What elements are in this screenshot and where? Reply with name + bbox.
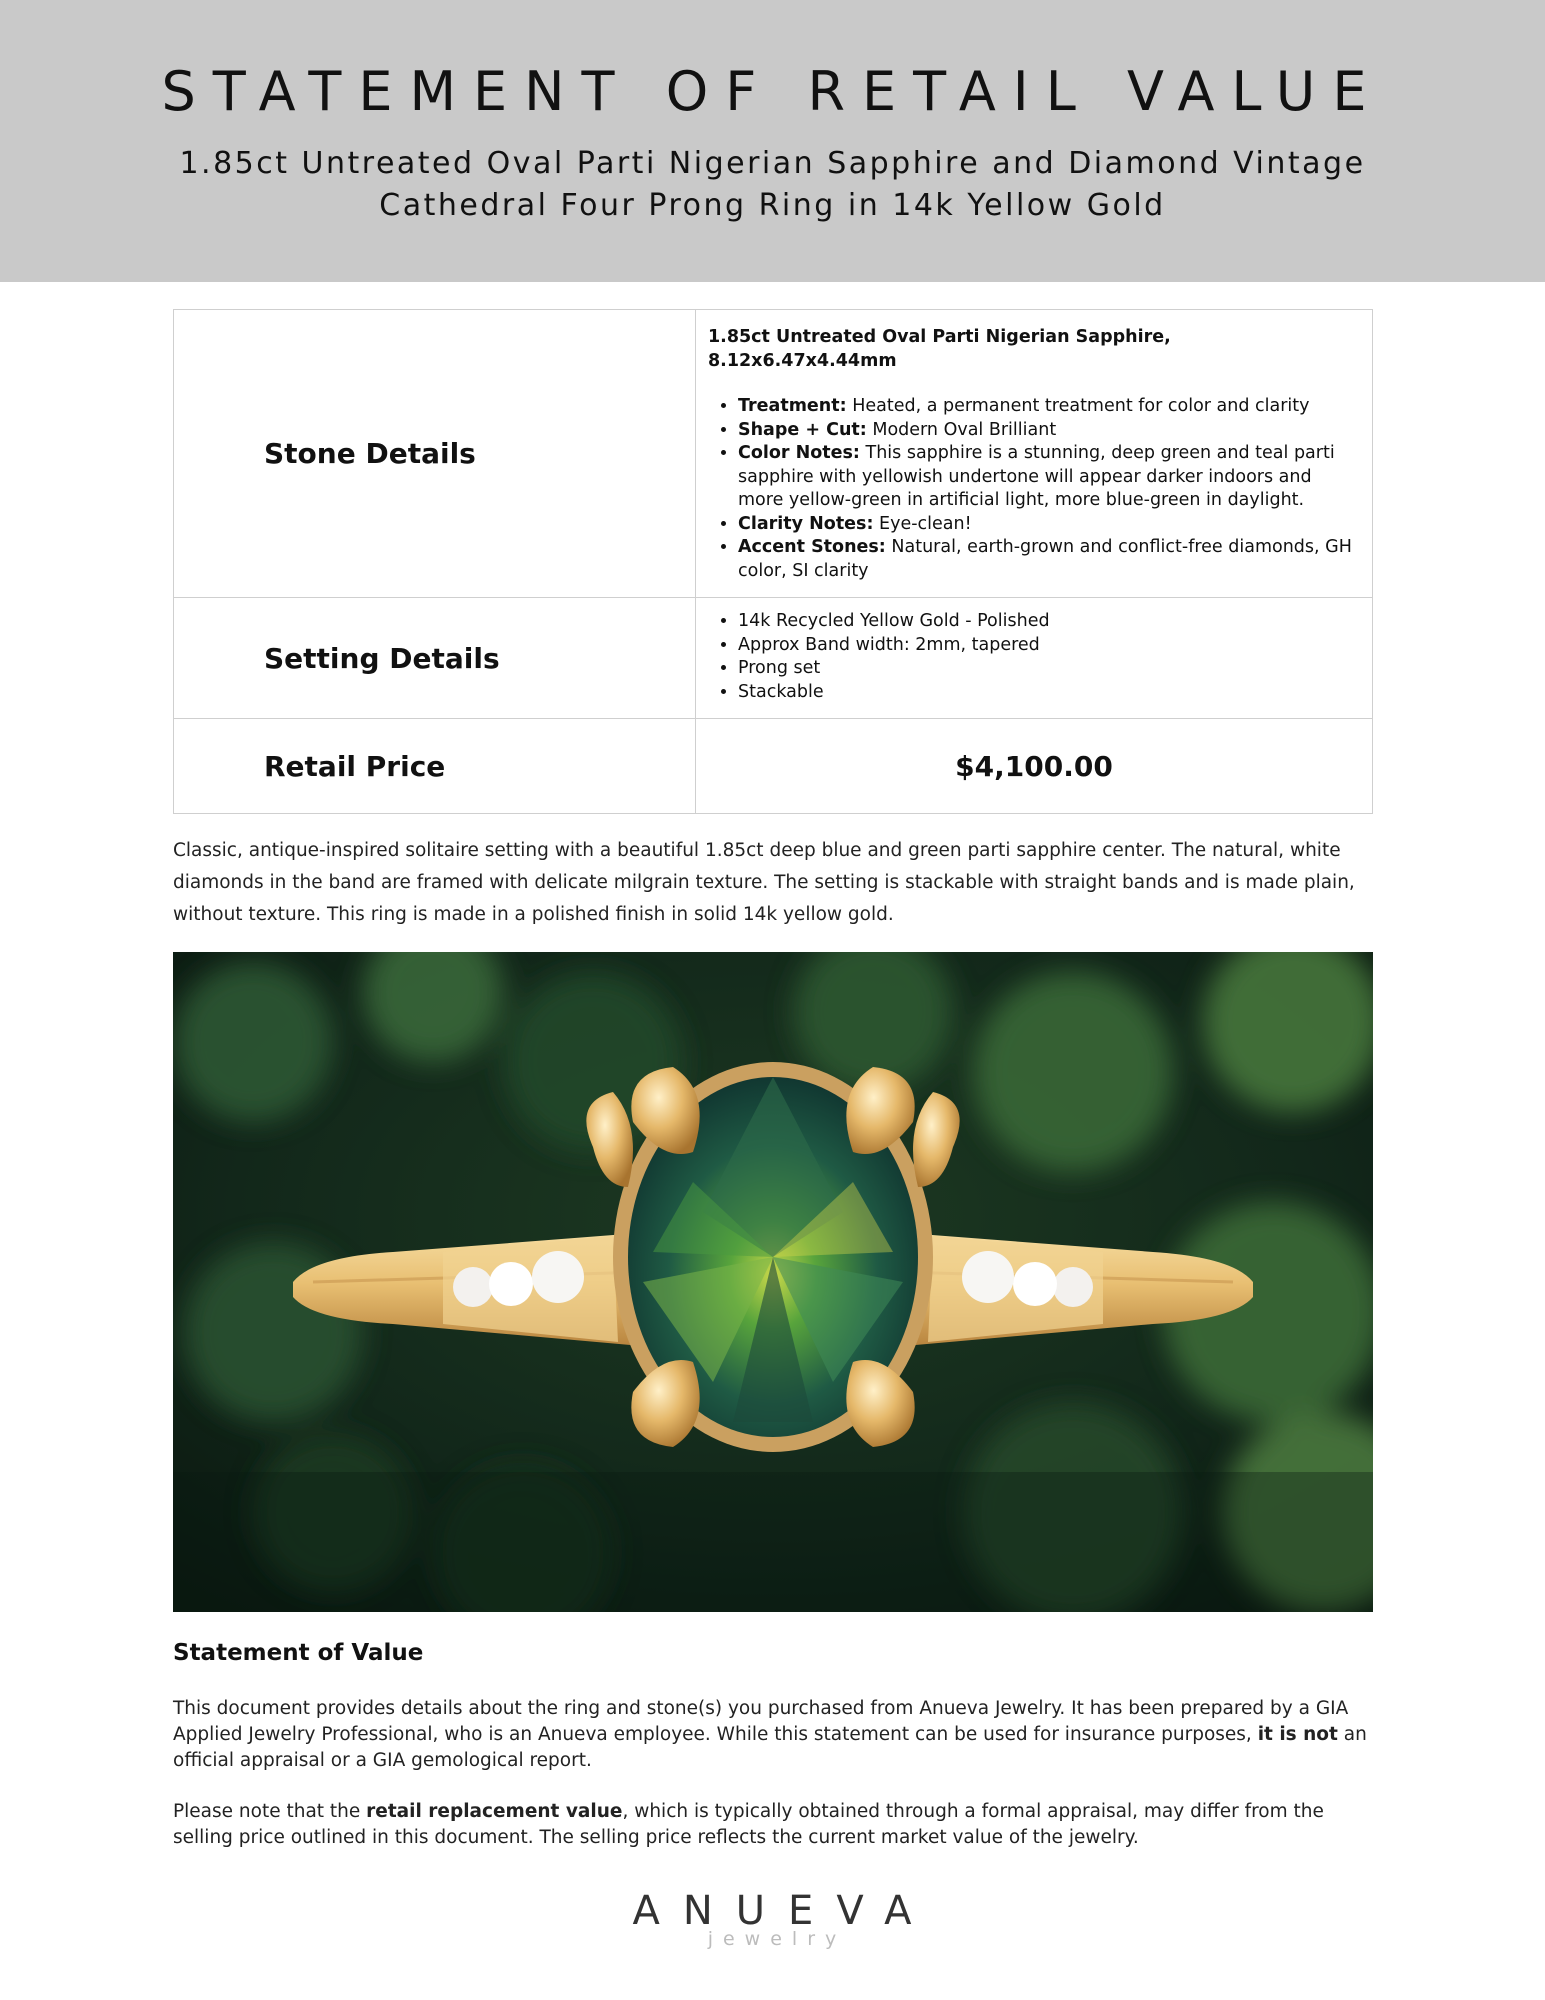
bullet-key: Treatment: (738, 396, 847, 416)
page-title: STATEMENT OF RETAIL VALUE (161, 60, 1384, 123)
list-item: • Prong set (738, 657, 1360, 681)
list-item: • 14k Recycled Yellow Gold - Polished (738, 610, 1360, 634)
statement-paragraph-1 (173, 1696, 1378, 1774)
retail-price-label: Retail Price (174, 719, 696, 814)
statement-text: an official appraisal or a GIA gemological report. (173, 1724, 1367, 1771)
setting-bullet-list (708, 610, 1360, 704)
page-subtitle: 1.85ct Untreated Oval Parti Nigerian Sapphire and Diamond Vintage Cathedral Four Prong Ring in 14k Yellow Gold (179, 146, 1366, 223)
list-item (738, 419, 1360, 443)
bullet-value: Eye-clean! (879, 513, 972, 534)
bullet-key: Shape + Cut: (738, 419, 867, 440)
ring-illustration (173, 952, 1373, 1612)
bullet-value: Natural, earth-grown and conflict-free diamonds, GH color, SI clarity (738, 537, 1352, 581)
list-item (738, 442, 1360, 513)
bullet-key: Accent Stones: (738, 537, 886, 557)
bullet-value: Modern Oval Brilliant (872, 419, 1057, 440)
bullet-key: Clarity Notes: (738, 513, 874, 534)
retail-price-value: $4,100.00 (696, 719, 1373, 814)
list-item (738, 513, 1360, 537)
setting-details-content (696, 598, 1373, 719)
logo-wordmark: ANUEVA (632, 1888, 935, 1934)
setting-details-label: Setting Details (174, 598, 696, 719)
logo-subtext: jewelry (707, 1928, 847, 1950)
anueva-logo (572, 1888, 972, 1950)
bullet-value: This sapphire is a stunning, deep green and teal parti sapphire with yellowish undertone will appear darker indoors and more yellow-green in artificial light, more blue-green in daylight. (738, 443, 1335, 510)
details-table (173, 309, 1373, 814)
statement-text: , which is typically obtained through a formal appraisal, may differ from the selling price outlined in this document. The selling price reflects the current market value of the jewelry. (173, 1801, 1324, 1848)
ring-photo (173, 952, 1373, 1612)
list-item (738, 395, 1360, 419)
list-item (738, 536, 1360, 583)
stone-bullet-list (708, 395, 1360, 583)
bullet-key: Color Notes: (738, 443, 860, 463)
stone-details-row (174, 310, 1373, 598)
setting-details-row (174, 598, 1373, 719)
statement-emphasis: retail replacement value (366, 1801, 623, 1822)
bullet-value: Heated, a permanent treatment for color and clarity (852, 396, 1310, 416)
header-banner (0, 0, 1545, 282)
stone-details-content (696, 310, 1373, 598)
statement-emphasis: it is not (1257, 1724, 1338, 1745)
statement-text: This document provides details about the ring and stone(s) you purchased from Anueva Jewelry. It has been prepared by a GIA Applied Jewelry Professional, who is an Anueva employee. While this statement can be used for insurance purposes, (173, 1698, 1349, 1745)
list-item: • Stackable (738, 681, 1360, 705)
stone-details-label: Stone Details (174, 310, 696, 598)
statement-title: Statement of Value (173, 1640, 424, 1666)
statement-text: Please note that the (173, 1801, 367, 1822)
stone-heading: 1.85ct Untreated Oval Parti Nigerian Sapphire, 8.12x6.47x4.44mm (708, 327, 1171, 371)
product-description: Classic, antique-inspired solitaire setting with a beautiful 1.85ct deep blue and green parti sapphire center. The natural, white diamonds in the band are framed with delicate milgrain texture. The setting is stackable with straight bands and is made plain, without texture. This ring is made in a polished finish in solid 14k yellow gold. (173, 840, 1355, 925)
list-item: • Approx Band width: 2mm, tapered (738, 634, 1360, 658)
statement-paragraph-2 (173, 1799, 1378, 1851)
retail-price-row (174, 719, 1373, 814)
